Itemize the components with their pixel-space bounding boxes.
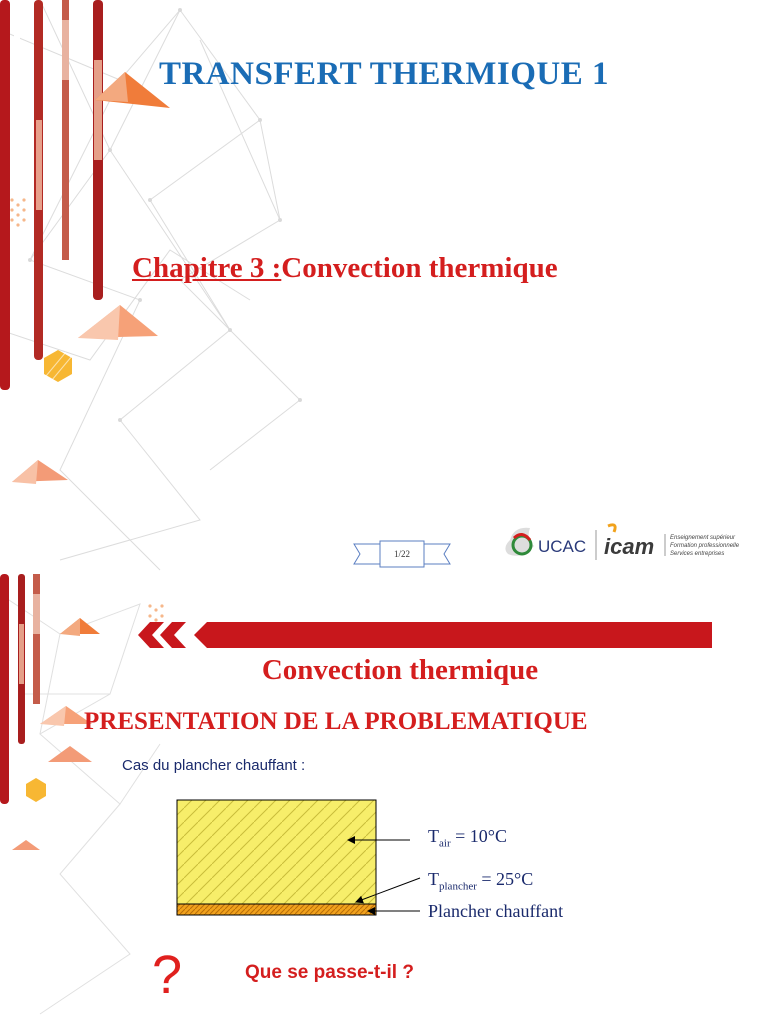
course-title: TRANSFERT THERMIQUE 1 [158,56,610,92]
slide-heading: Convection thermique [261,654,539,686]
floor-temperature-label: $T_{plancher} = 25^\circ C$ [428,869,534,893]
question-mark-icon: ? [152,945,183,1005]
page-number: 1/22 [393,549,410,559]
slide-subheading: PRESENTATION DE LA PROBLEMATIQUE [84,708,588,735]
question-text: Que se passe-t-il ? [245,962,414,983]
institution-logos [500,520,750,568]
case-label: Cas du plancher chauffant : [122,757,306,774]
ucac-logo-text: UCAC [538,537,587,556]
chapter-number: Chapitre 3 : [132,252,282,284]
icam-logo-text: icam [604,534,655,559]
chapter-name: Convection thermique [281,252,558,284]
content-slide [0,574,768,1024]
heated-floor-diagram [170,794,600,924]
ucac-icam-logo [500,520,750,568]
chapter-title [132,252,558,285]
air-temperature-label: $T_{air} = 10^\circ C$ [428,826,507,850]
air-volume [177,800,376,904]
heated-floor-label: Plancher chauffant [428,901,564,921]
page-indicator[interactable] [352,536,452,572]
tagline-line-2: Formation professionnelle [670,543,740,549]
heated-floor-layer [177,904,376,915]
header-banner [138,618,712,652]
tagline-line-3: Services entreprises [670,551,725,557]
tagline-line-1: Enseignement supérieur [670,535,736,541]
